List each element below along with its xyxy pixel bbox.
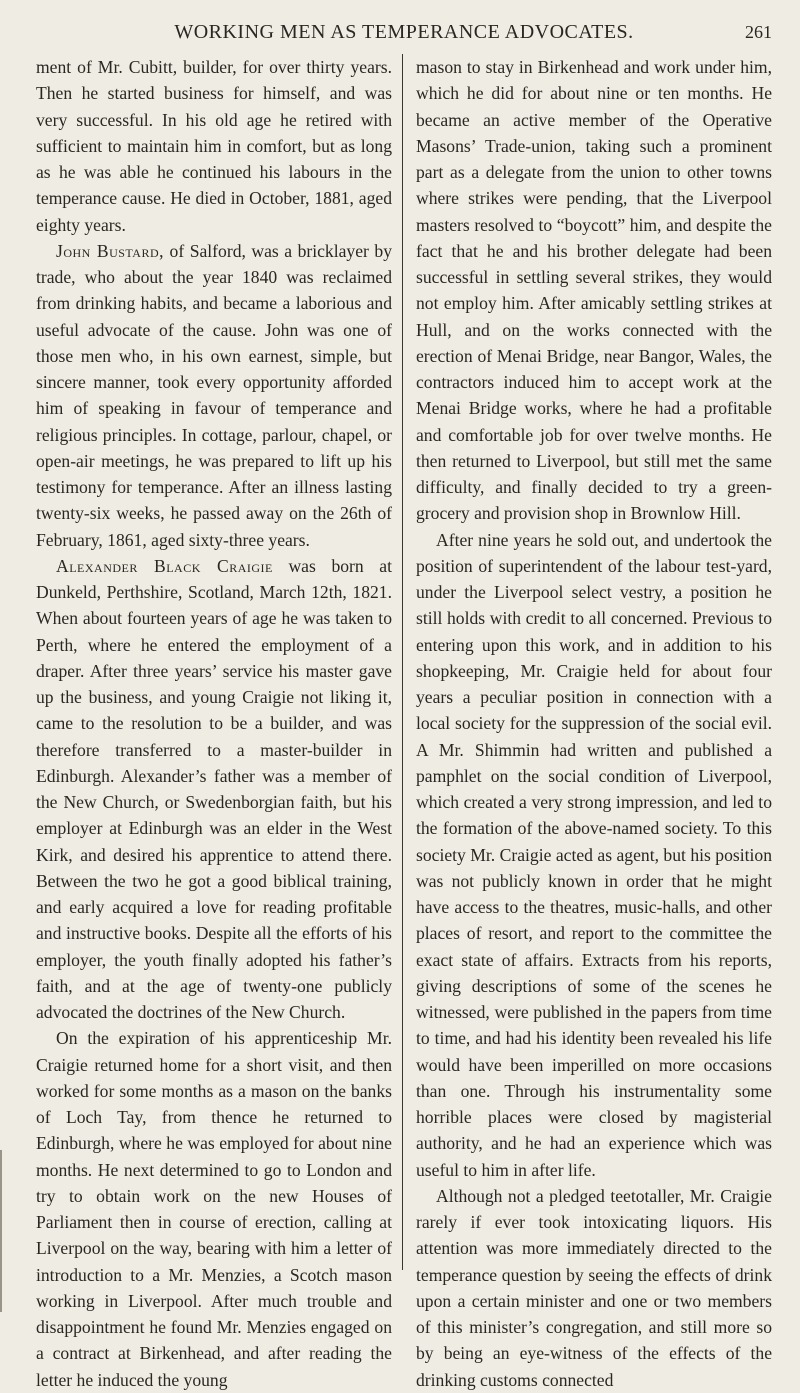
right-column [416, 54, 772, 1390]
page-header [36, 18, 772, 46]
paragraph-text: of Salford, was a bricklayer by trade, who about the year 1840 was reclaimed from drinking habits, and became a laborious and useful advocate of the cause. John was one of those men who, in his own earnest, simple, but sincere manner, took every opportunity afforded him of speaking in favour of temperance and religious principles. In cottage, parlour, chapel, or open-air meetings, he was prepared to lift up his testimony for temperance. After an illness lasting twenty-six weeks, he passed away on the 26th of February, 1861, aged sixty-three years. [36, 240, 392, 550]
paragraph: ment of Mr. Cubitt, builder, for over thirty years. Then he started business for himself, and was very successful. In his old age he retired with sufficient to maintain him in comfort, but as long as he was able he continued his labours in the temperance cause. He died in October, 1881, aged eighty years. [36, 57, 392, 235]
paragraph: mason to stay in Birkenhead and work under him, which he did for about nine or ten months. He became an active member of the Operative Masons’ Trade-union, taking such a prominent part as a delegate from the union to other towns where strikes were pending, that the Liverpool masters resolved to “boycott” him, and despite the fact that he and his brother delegate had been successful in settling several strikes, they would not employ him. After amicably settling strikes at Hull, and on the works connected with the erection of Menai Bridge, near Bangor, Wales, the contractors induced him to accept work at the Menai Bridge works, where he had a profitable and comfortable job for over twelve months. He then returned to Liverpool, but still met the same difficulty, and finally decided to try a green-grocery and provision shop in Brownlow Hill. [416, 57, 772, 524]
two-column-body [36, 54, 772, 1390]
paragraph [36, 553, 392, 1026]
page-number: 261 [745, 22, 772, 42]
paragraph [36, 238, 392, 553]
paragraph-text: was born at Dunkeld, Perthshire, Scotland, March 12th, 1821. When about fourteen years of age he was taken to Perth, where he entered the employment of a draper. After three years’ service his master gave up the business, and young Craigie not liking it, came to the resolution to be a builder, and was therefore transferred to a master-builder in Edinburgh. Alexander’s father was a member of the New Church, or Swedenborgian faith, but his employer at Edinburgh was an elder in the West Kirk, and desired his apprentice to attend there. Between the two he got a good biblical training, and early acquired a love for reading profitable and instructive books. Despite all the efforts of his employer, the youth finally adopted his father’s faith, and at the age of twenty-one publicly advocated the doctrines of the New Church. [36, 555, 392, 1022]
paragraph: Although not a pledged teetotaller, Mr. Craigie rarely if ever took intoxicating liquors. His attention was more immediately directed to the temperance question by seeing the effects of drink upon a certain minister and one or two members of this minister’s congregation, and still more so by being an eye-witness of the effects of the drinking customs connected [416, 1185, 772, 1390]
page-edge-shadow [0, 1150, 2, 1312]
person-name: Alexander Black Craigie [56, 555, 273, 576]
column-divider [402, 54, 403, 1270]
person-name: John Bustard, [56, 240, 165, 261]
paragraph: On the expiration of his apprenticeship Mr. Craigie returned home for a short visit, and then worked for some months as a mason on the banks of Loch Tay, from thence he returned to Edinburgh, where he was employed for about nine months. He next determined to go to London and try to obtain work on the new Houses of Parliament then in course of erection, calling at Liverpool on the way, bearing with him a letter of introduction to a Mr. Menzies, a Scotch mason working in Liverpool. After much trouble and disappointment he found Mr. Menzies engaged on a contract at Birkenhead, and after reading the letter he induced the young [36, 1028, 392, 1390]
left-column [36, 54, 392, 1390]
paragraph: After nine years he sold out, and undertook the position of superintendent of the labour test-yard, under the Liverpool select vestry, a position he still holds with credit to all concerned. Previous to entering upon this work, and in addition to his shopkeeping, Mr. Craigie held for about four years a peculiar position in connection with a local society for the suppression of the social evil. A Mr. Shimmin had written and published a pamphlet on the social condition of Liverpool, which created a very strong impression, and led to the formation of the above-named society. To this society Mr. Craigie acted as agent, but his position was not publicly known in order that he might have access to the theatres, music-halls, and other places of resort, and report to the committee the exact state of affairs. Extracts from his reports, giving descriptions of some of the scenes he witnessed, were published in the papers from time to time, and had his identity been revealed his life would have been imperilled on more occasions than one. Through his instrumentality some horrible places were closed by magisterial authority, and he had an experience which was useful to him in after life. [416, 529, 772, 1180]
running-title: WORKING MEN AS TEMPERANCE ADVOCATES. [174, 21, 634, 43]
